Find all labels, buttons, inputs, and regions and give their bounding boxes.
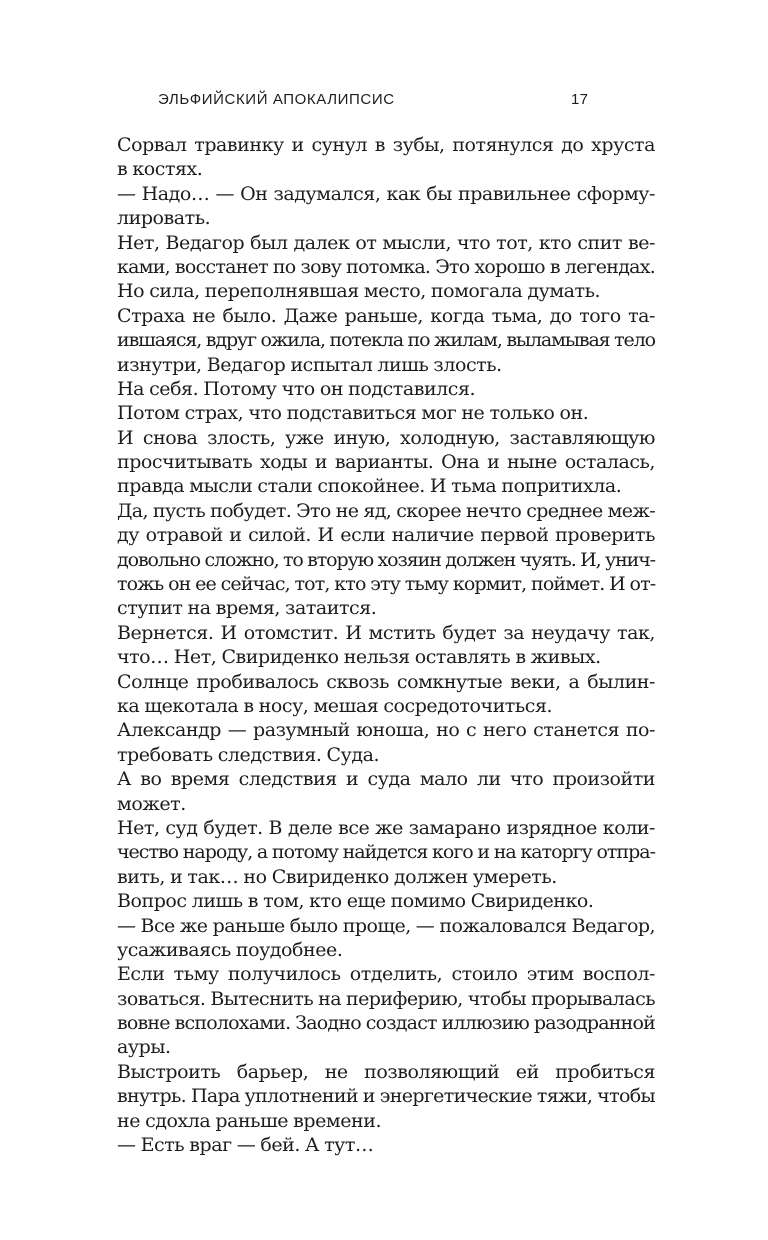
text-line: На себя. Потому что он подставился. bbox=[117, 377, 476, 400]
text-line: — Есть враг — бей. А тут… bbox=[117, 1134, 374, 1157]
text-line: А во время следствия и суда мало ли что произойти bbox=[117, 768, 655, 791]
text-line: изнутри, Ведагор испытал лишь злость. bbox=[117, 353, 502, 376]
page-number: 17 bbox=[571, 91, 589, 108]
text-line: вить, и так… но Свириденко должен умереть. bbox=[117, 865, 557, 888]
text-line: не сдохла раньше времени. bbox=[117, 1109, 382, 1132]
text-line: Нет, Ведагор был далек от мысли, что тот, кто спит ве- bbox=[117, 231, 655, 254]
text-line: И снова злость, уже иную, холодную, заставляющую bbox=[117, 426, 655, 449]
text-line: Если тьму получилось отделить, стоило этим воспол- bbox=[117, 963, 655, 986]
text-line: правда мысли стали спокойнее. И тьма попритихла. bbox=[117, 475, 622, 498]
text-line: ду отравой и силой. И если наличие первой проверить bbox=[117, 524, 655, 547]
text-line: Солнце пробивалось сквозь сомкнутые веки, а былин- bbox=[117, 670, 655, 693]
text-line: ауры. bbox=[117, 1036, 171, 1059]
text-line: Потом страх, что подставиться мог не только он. bbox=[117, 402, 589, 425]
text-line: Нет, суд будет. В деле все же замарано изрядное коли- bbox=[117, 816, 655, 839]
text-line: вовне всполохами. Заодно создаст иллюзию разодранной bbox=[117, 1012, 655, 1035]
text-line: Сорвал травинку и сунул в зубы, потянулся до хруста bbox=[117, 134, 655, 156]
text-line: в костях. bbox=[117, 158, 203, 181]
text-line: зоваться. Вытеснить на периферию, чтобы прорывалась bbox=[117, 987, 655, 1010]
text-line: Вопрос лишь в том, кто еще помимо Свириденко. bbox=[117, 890, 594, 913]
running-title: ЭЛЬФИЙСКИЙ АПОКАЛИПСИС bbox=[158, 91, 395, 108]
text-line: ка щекотала в носу, мешая сосредоточиться. bbox=[117, 694, 553, 717]
text-line: чество народу, а потому найдется кого и на каторгу отпра- bbox=[117, 841, 655, 864]
text-line: ступит на время, затаится. bbox=[117, 597, 377, 620]
text-line: ками, восстанет по зову потомка. Это хорошо в легендах. bbox=[117, 255, 655, 278]
text-line: лировать. bbox=[117, 207, 211, 230]
text-line: тожь он ее сейчас, тот, кто эту тьму кормит, поймет. И от- bbox=[117, 573, 656, 596]
text-line: может. bbox=[117, 792, 186, 815]
text-line: довольно сложно, то вторую хозяин должен чуять. И, унич- bbox=[117, 548, 655, 571]
text-line: Да, пусть побудет. Это не яд, скорее нечто среднее меж- bbox=[117, 499, 655, 522]
text-line: Страха не было. Даже раньше, когда тьма, до того та- bbox=[117, 304, 655, 327]
body-text bbox=[117, 133, 655, 1157]
text-line: усаживаясь поудобнее. bbox=[117, 938, 343, 961]
text-line: ившаяся, вдруг ожила, потекла по жилам, выламывая тело bbox=[117, 329, 655, 352]
text-line: Выстроить барьер, не позволяющий ей пробиться bbox=[117, 1060, 655, 1083]
text-line: внутрь. Пара уплотнений и энергетические тяжи, чтобы bbox=[117, 1085, 655, 1108]
text-line: требовать следствия. Суда. bbox=[117, 743, 380, 766]
text-line: что… Нет, Свириденко нельзя оставлять в живых. bbox=[117, 646, 601, 669]
text-line: просчитывать ходы и варианты. Она и ныне осталась, bbox=[117, 451, 655, 474]
text-line: — Надо… — Он задумался, как бы правильнее сформу- bbox=[117, 182, 655, 205]
text-line: Александр — разумный юноша, но с него станется по- bbox=[117, 719, 655, 742]
text-line: Но сила, переполнявшая место, помогала думать. bbox=[117, 280, 601, 303]
text-line: — Все же раньше было проще, — пожаловался Ведагор, bbox=[117, 914, 655, 937]
text-line: Вернется. И отомстит. И мстить будет за неудачу так, bbox=[117, 621, 655, 644]
